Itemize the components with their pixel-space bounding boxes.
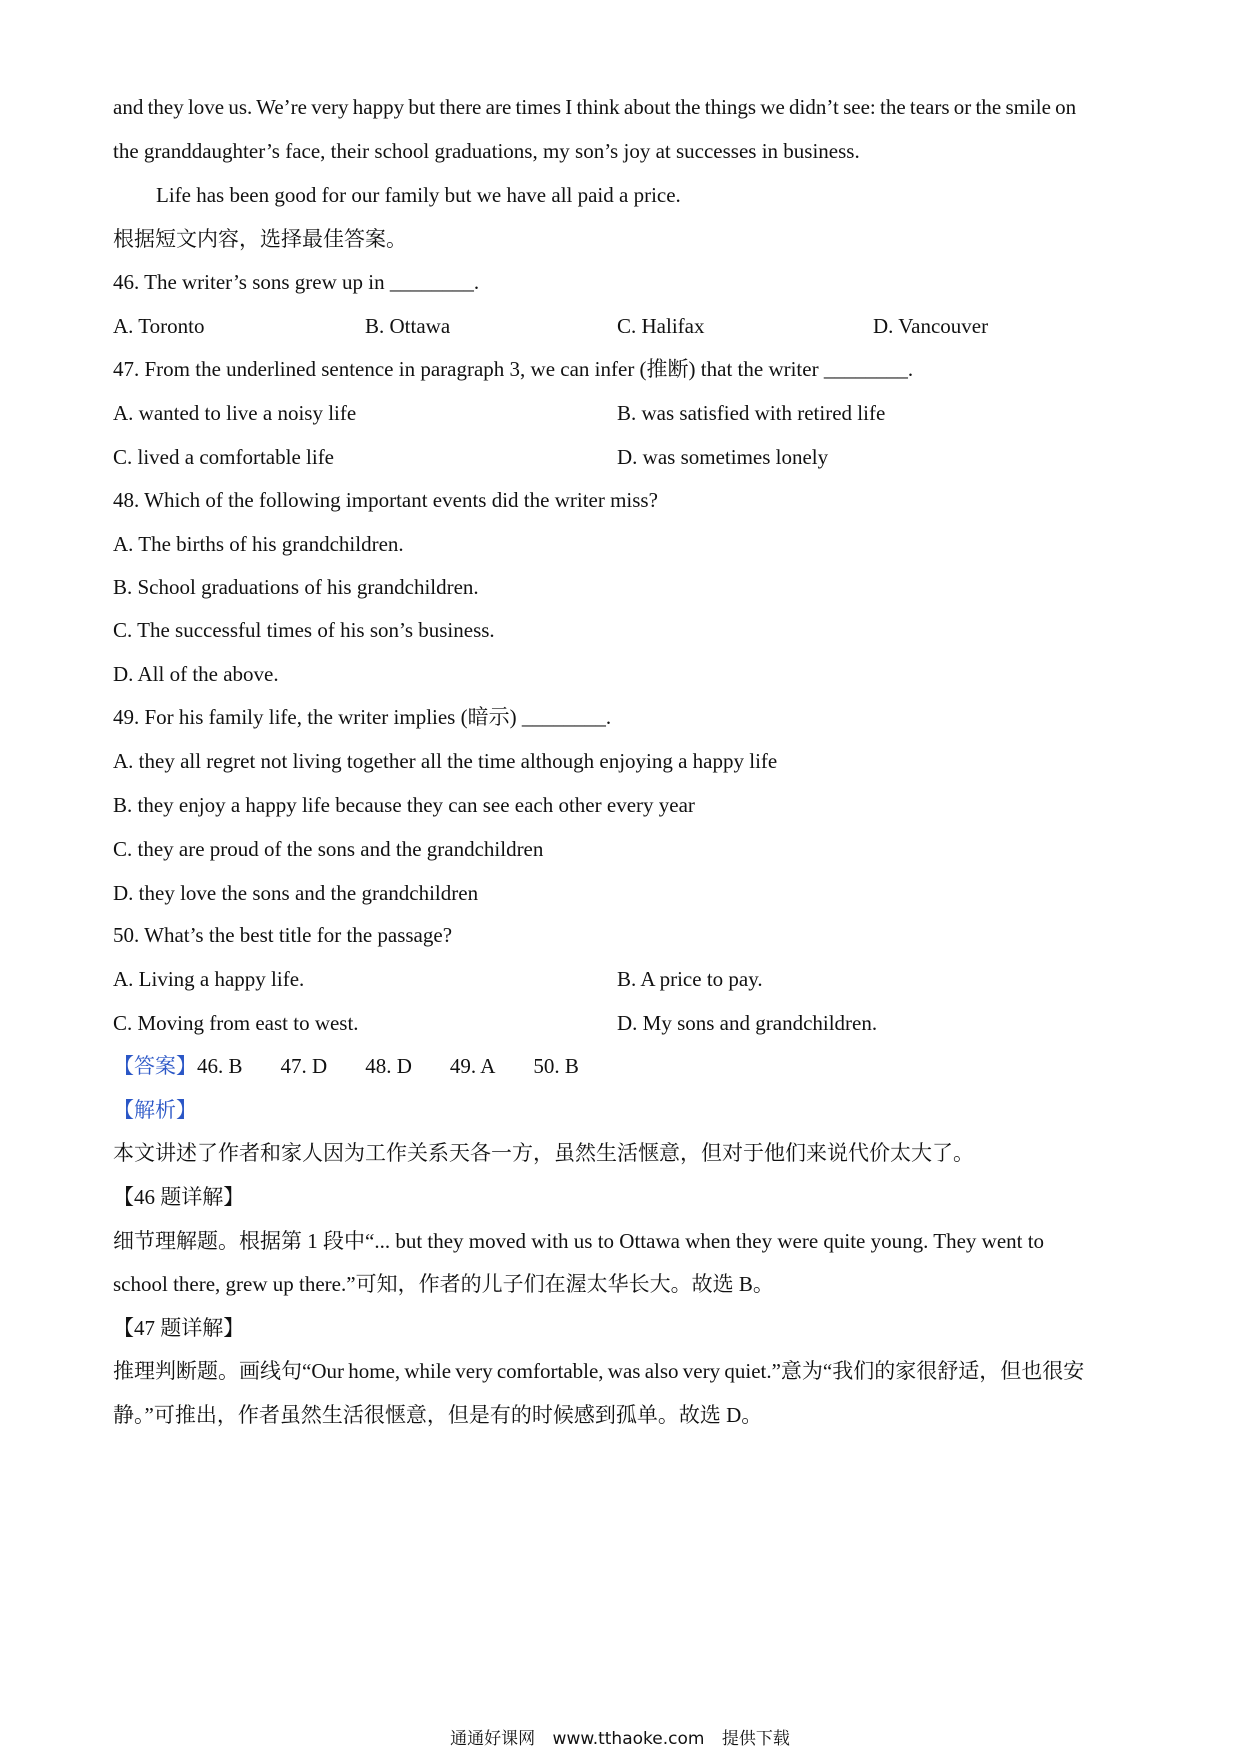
answer-item: 50. B bbox=[533, 1054, 579, 1078]
passage-line-2: the granddaughter’s face, their school graduations, my son’s joy at successes in business. bbox=[113, 139, 860, 163]
question-49-option-b: B. they enjoy a happy life because they can see each other every year bbox=[113, 793, 695, 817]
question-46-option-b: B. Ottawa bbox=[365, 314, 451, 338]
question-49-option-d: D. they love the sons and the grandchildren bbox=[113, 881, 479, 905]
answer-item: 48. D bbox=[365, 1054, 412, 1078]
q47-detail-title: 【47 题详解】 bbox=[113, 1316, 245, 1340]
question-50-option-c: C. Moving from east to west. bbox=[113, 1011, 359, 1035]
question-47-option-d: D. was sometimes lonely bbox=[617, 445, 829, 469]
answer-item: 46. B bbox=[197, 1054, 243, 1078]
q47-detail-line-1: 推理判断题。画线句“Our home, while very comfortable, was also very quiet.”意为“我们的家很舒适，但也很安 bbox=[113, 1359, 1085, 1383]
question-46-option-c: C. Halifax bbox=[617, 314, 705, 338]
instruction: 根据短文内容，选择最佳答案。 bbox=[113, 227, 407, 251]
passage-line-3: Life has been good for our family but we have all paid a price. bbox=[156, 183, 681, 207]
question-50-option-d: D. My sons and grandchildren. bbox=[617, 1011, 878, 1035]
question-47-option-c: C. lived a comfortable life bbox=[113, 445, 335, 469]
footer-url[interactable]: www.tthaoke.com bbox=[552, 1729, 705, 1749]
question-46-stem: 46. The writer’s sons grew up in ________. bbox=[113, 270, 480, 294]
q47-detail-line-2: 静。”可推出，作者虽然生活很惬意，但是有的时候感到孤单。故选 D。 bbox=[113, 1403, 763, 1427]
question-48-stem: 48. Which of the following important events did the writer miss? bbox=[113, 488, 658, 512]
page-footer bbox=[0, 1729, 1240, 1749]
question-47-option-a: A. wanted to live a noisy life bbox=[113, 401, 357, 425]
answer-row bbox=[113, 1053, 617, 1079]
question-48-option-d: D. All of the above. bbox=[113, 662, 279, 686]
question-50-option-b: B. A price to pay. bbox=[617, 967, 763, 991]
answer-label: 【答案】 bbox=[113, 1054, 197, 1078]
question-46-option-d: D. Vancouver bbox=[873, 314, 989, 338]
question-46-option-a: A. Toronto bbox=[113, 314, 205, 338]
question-50-option-a: A. Living a happy life. bbox=[113, 967, 305, 991]
q46-detail-line-1: 细节理解题。根据第 1 段中“... but they moved with us to Ottawa when they were quite young. They went to bbox=[113, 1229, 1045, 1253]
question-49-option-a: A. they all regret not living together all the time although enjoying a happy life bbox=[113, 749, 778, 773]
question-47-stem: 47. From the underlined sentence in paragraph 3, we can infer (推断) that the writer ________. bbox=[113, 357, 914, 381]
q46-detail-title: 【46 题详解】 bbox=[113, 1185, 245, 1209]
analysis-summary: 本文讲述了作者和家人因为工作关系天各一方，虽然生活惬意，但对于他们来说代价太大了。 bbox=[113, 1141, 974, 1165]
footer-site-name: 通通好课网 bbox=[450, 1729, 536, 1749]
question-48-option-b: B. School graduations of his grandchildren. bbox=[113, 575, 479, 599]
question-49-option-c: C. they are proud of the sons and the grandchildren bbox=[113, 837, 544, 861]
question-48-option-c: C. The successful times of his son’s business. bbox=[113, 618, 495, 642]
question-49-stem: 49. For his family life, the writer implies (暗示) ________. bbox=[113, 705, 612, 729]
question-47-option-b: B. was satisfied with retired life bbox=[617, 401, 886, 425]
question-48-option-a: A. The births of his grandchildren. bbox=[113, 532, 404, 556]
footer-note: 提供下载 bbox=[721, 1729, 790, 1749]
q46-detail-line-2: school there, grew up there.”可知，作者的儿子们在渥太华长大。故选 B。 bbox=[113, 1272, 774, 1296]
passage-line-1: and they love us. We’re very happy but there are times I think about the things we didn’t see: the tears or the smile on bbox=[113, 95, 1077, 119]
analysis-label: 【解析】 bbox=[113, 1098, 197, 1122]
answer-item: 49. A bbox=[449, 1054, 496, 1078]
answer-item: 47. D bbox=[280, 1054, 328, 1078]
question-50-stem: 50. What’s the best title for the passage? bbox=[113, 923, 453, 947]
